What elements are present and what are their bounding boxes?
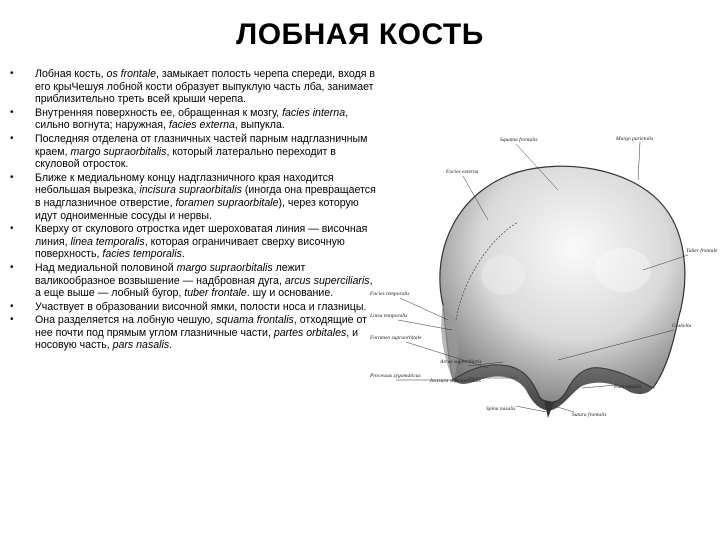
- bullet-text: . шу и основание.: [246, 287, 334, 300]
- bullet-marker: •: [10, 261, 14, 273]
- latin-term: facies externa: [168, 119, 235, 132]
- bullet-marker: •: [10, 171, 14, 183]
- label-sutura-frontalis: Sutura frontalis: [572, 412, 607, 418]
- bullet-text: Лобная кость,: [35, 68, 107, 80]
- latin-term: facies interna: [282, 106, 346, 119]
- latin-term: squama frontalis: [216, 314, 294, 327]
- latin-term: incisura supraorbitalis: [139, 184, 242, 197]
- label-facies-externa: Facies externa: [446, 169, 479, 175]
- label-pars-nasalis: Pars nasalis: [614, 384, 642, 390]
- bullet-item: [10, 262, 378, 300]
- latin-term: margo supraorbitalis: [176, 261, 273, 274]
- label-processus-zygomaticus: Processus zygomaticus: [370, 373, 421, 379]
- bullet-text: (иногда она превращается в надглазничное отверстие,: [35, 184, 376, 209]
- bullet-marker: •: [10, 223, 14, 235]
- label-margo-parietalis: Margo parietalis: [616, 136, 654, 142]
- latin-term: linea temporalis: [70, 235, 145, 248]
- bullet-text: ), через которую идут одноименные сосуды и нервы.: [35, 196, 359, 222]
- bullet-item: [10, 107, 378, 132]
- bullet-text: Внутренняя поверхность ее, обращенная к мозгу,: [35, 106, 283, 119]
- bone-shape: [440, 166, 685, 402]
- latin-term: partes orbitales: [273, 326, 347, 339]
- latin-term: facies temporalis: [102, 248, 182, 261]
- label-incisura-supraorbitalis: Incisura supraorbitalis: [430, 378, 481, 384]
- frontal-bone-illustration: [368, 130, 718, 420]
- bullet-text: .: [181, 248, 185, 261]
- label-tuber-frontale: Tuber frontale: [686, 248, 718, 254]
- bullet-marker: •: [10, 300, 14, 312]
- label-glabella: Glabella: [672, 323, 692, 329]
- bullet-marker: •: [10, 68, 14, 79]
- bullet-text: Кверху от скулового отростка идет шероховатая линия — височная линия,: [35, 223, 368, 248]
- latin-term: os frontale: [106, 68, 157, 80]
- bullet-marker: •: [10, 314, 14, 326]
- latin-term: foramen supraorbitale: [175, 196, 279, 209]
- bullet-marker: •: [10, 106, 14, 118]
- label-arcus-superciliaris: Arcus superciliaris: [440, 359, 482, 365]
- label-foramen-supraorbitale: Foramen supraorbitale: [370, 335, 422, 341]
- label-spina-nasalis: Spina nasalis: [486, 406, 516, 412]
- label-facies-temporalis: Facies temporalis: [370, 291, 410, 297]
- bullet-item: [10, 314, 378, 352]
- bullet-text: , который латерально переходит в скуловой отросток.: [35, 145, 336, 171]
- bullet-text: Над медиальной половиной: [35, 261, 177, 274]
- label-squama-frontalis: Squama frontalis: [500, 137, 538, 143]
- latin-term: pars nasalis: [112, 339, 170, 352]
- latin-term: arcus superciliaris: [284, 274, 370, 287]
- bullet-text: , отходящие от нее почти под прямым углом глазничные части,: [35, 314, 367, 339]
- bullet-item: [10, 133, 378, 171]
- bullet-text: , выпукла.: [234, 119, 285, 132]
- bullet-text: Участвует в образовании височной ямки, полости носа и глазницы.: [35, 300, 367, 313]
- bullet-text: Она разделяется на лобную чешую,: [35, 314, 217, 327]
- slide-title: ЛОБНАЯ КОСТЬ: [236, 18, 484, 51]
- bullet-text: .: [169, 339, 173, 352]
- bullet-text: Последняя отделена от глазничных частей парным надглазничным краем,: [35, 132, 368, 158]
- bullet-marker: •: [10, 132, 14, 144]
- bullet-text: , и носовую часть,: [35, 326, 359, 352]
- bullet-text: лежит валикообразное возвышение — надбровная дуга,: [35, 261, 306, 287]
- bullet-item: [10, 301, 378, 314]
- bullet-text: , сильно вогнута; наружная,: [35, 106, 349, 132]
- bullet-item: [10, 172, 378, 222]
- bullet-item: [10, 68, 378, 106]
- bullet-item: [10, 223, 378, 261]
- bullet-text: Ближе к медиальному концу надглазничного края находится небольшая вырезка,: [35, 171, 334, 197]
- label-linea-temporalis: Linea temporalis: [370, 313, 408, 319]
- bullet-text: , которая ограничивает сверху височную поверхность,: [35, 235, 345, 261]
- bullet-text: , замыкает полость черепа спереди, входя в его крыЧешуя лобной кости образует выпуклую часть лба, занимает приблизительно треть всей крыши черепа.: [35, 68, 376, 106]
- bullet-text: , а еще выше — лобный бугор,: [35, 274, 373, 300]
- latin-term: margo supraorbitalis: [70, 145, 167, 158]
- latin-term: tuber frontale: [184, 287, 247, 300]
- bullet-list: [10, 68, 378, 353]
